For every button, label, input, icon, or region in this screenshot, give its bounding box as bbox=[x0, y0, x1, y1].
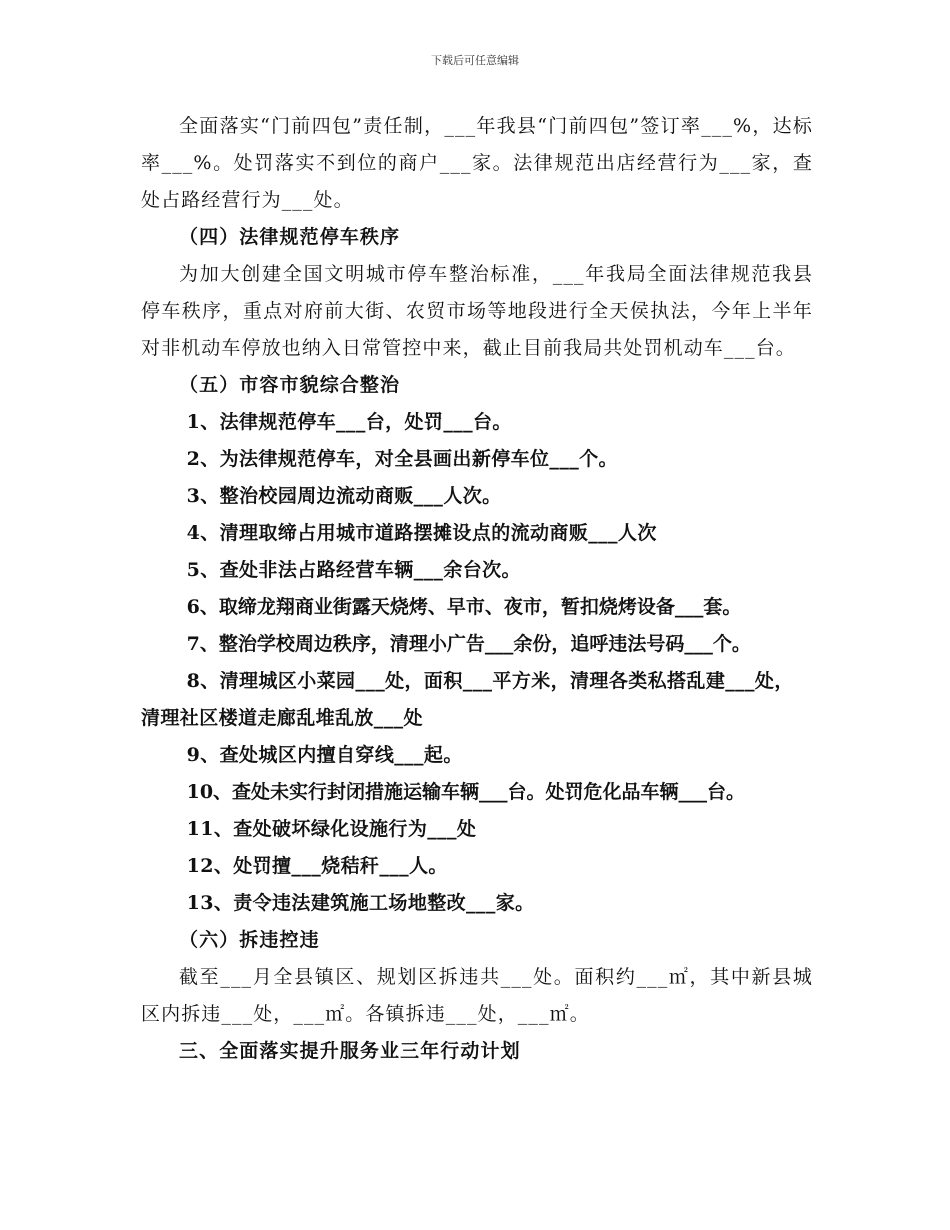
list-item: 11、查处破坏绿化设施行为___处 bbox=[186, 818, 477, 840]
paragraph-parking-order: 为加大创建全国文明城市停车整治标准，___年我局全面法律规范我县停车秩序，重点对府前大街、农贸市场等地段进行全天侯执法，今年上半年对非机动车停放也纳入日常管控中来，截止目前我局共处罚机动车___台。 bbox=[141, 263, 813, 359]
section-heading-demolition: （六）拆违控违 bbox=[179, 929, 320, 951]
paragraph-demolition: 截至___月全县镇区、规划区拆违共___处。面积约___㎡，其中新县城区内拆违___处，___㎡。各镇拆违___处，___㎡。 bbox=[141, 966, 813, 1025]
list-item: 1、法律规范停车___台，处罚___台。 bbox=[186, 411, 512, 433]
list-item: 6、取缔龙翔商业街露天烧烤、早市、夜市，暂扣烧烤设备___套。 bbox=[186, 596, 742, 618]
list-item: 9、查处城区内擅自穿线___起。 bbox=[186, 744, 463, 766]
list-item: 2、为法律规范停车，对全县画出新停车位___个。 bbox=[186, 448, 618, 470]
list-item: 13、责令违法建筑施工场地整改___家。 bbox=[186, 892, 535, 914]
list-item: 12、处罚擅___烧秸秆___人。 bbox=[186, 855, 448, 877]
document-body bbox=[141, 108, 813, 1070]
section-heading-city-appearance: （五）市容市貌综合整治 bbox=[179, 374, 401, 396]
paragraph-door-responsibility: 全面落实“门前四包”责任制，___年我县“门前四包”签订率___%，达标率___%。处罚落实不到位的商户___家。法律规范出店经营行为___家，查处占路经营行为___处。 bbox=[141, 115, 813, 211]
list-item: 10、查处未实行封闭措施运输车辆___台。处罚危化品车辆___台。 bbox=[186, 781, 746, 803]
page-header: 下载后可任意编辑 bbox=[431, 54, 519, 67]
chapter-heading-service-plan: 三、全面落实提升服务业三年行动计划 bbox=[179, 1040, 521, 1062]
list-item: 7、整治学校周边秩序，清理小广告___余份，追呼违法号码___个。 bbox=[186, 633, 751, 655]
section-heading-parking-order: （四）法律规范停车秩序 bbox=[179, 226, 401, 248]
list-item: 3、整治校园周边流动商贩___人次。 bbox=[186, 485, 502, 507]
list-item: 4、清理取缔占用城市道路摆摊设点的流动商贩___人次 bbox=[186, 522, 657, 544]
list-item: 8、清理城区小菜园___处，面积___平方米，清理各类私搭乱建___处，清理社区楼道走廊乱堆乱放___处 bbox=[141, 670, 794, 729]
list-item: 5、查处非法占路经营车辆___余台次。 bbox=[186, 559, 521, 581]
